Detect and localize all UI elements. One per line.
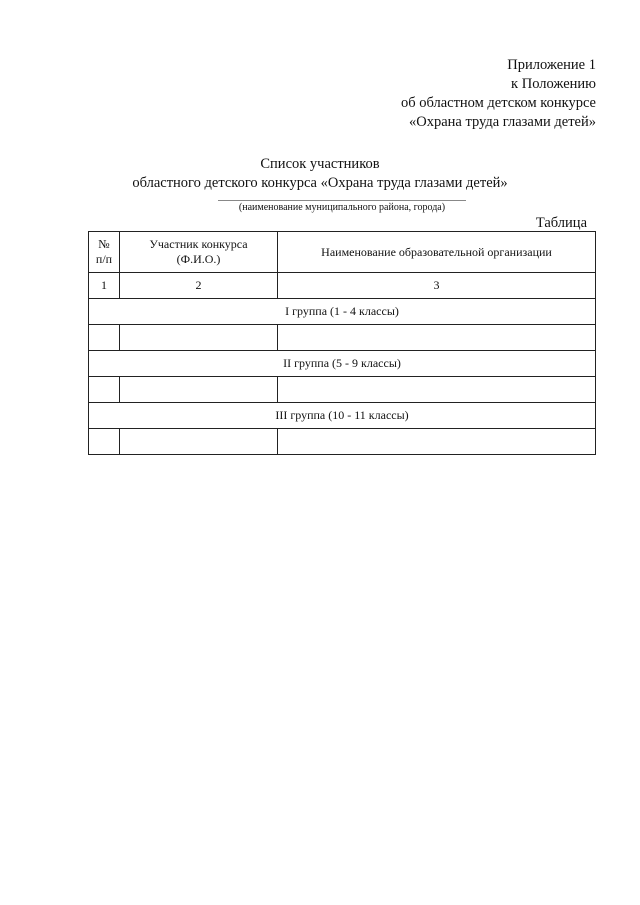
- group-title-2: II группа (5 - 9 классы): [89, 351, 596, 377]
- empty-row-group-1: [89, 325, 596, 351]
- group-row-1: [89, 299, 596, 325]
- empty-cell-organization[interactable]: [278, 429, 596, 455]
- group-title-1: I группа (1 - 4 классы): [89, 299, 596, 325]
- empty-cell-participant[interactable]: [120, 325, 278, 351]
- table-header-row: [89, 232, 596, 273]
- group-title-3: III группа (10 - 11 классы): [89, 403, 596, 429]
- document-title: [0, 155, 640, 193]
- group-row-2: [89, 351, 596, 377]
- empty-cell-number[interactable]: [89, 377, 120, 403]
- empty-cell-number[interactable]: [89, 429, 120, 455]
- empty-cell-organization[interactable]: [278, 377, 596, 403]
- column-number-row: [89, 273, 596, 299]
- appendix-line-4: «Охрана труда глазами детей»: [408, 114, 596, 130]
- appendix-line-3: об областном детском конкурсе: [400, 95, 596, 111]
- title-line-2: областного детского конкурса «Охрана труда глазами детей»: [132, 175, 508, 191]
- appendix-line-1: Приложение 1: [507, 57, 596, 73]
- appendix-line-2: к Положению: [511, 76, 596, 92]
- table-label: Таблица: [535, 215, 587, 231]
- header-participant-line-2: (Ф.И.О.): [176, 252, 221, 266]
- header-participant: [120, 232, 278, 273]
- header-participant-line-1: Участник конкурса: [149, 237, 248, 251]
- header-number: [89, 232, 120, 273]
- appendix-header: [401, 56, 596, 132]
- empty-cell-participant[interactable]: [120, 429, 278, 455]
- participants-table: [88, 231, 596, 455]
- header-number-line-1: №: [98, 237, 110, 251]
- column-number-3: 3: [278, 273, 596, 299]
- empty-row-group-2: [89, 377, 596, 403]
- empty-cell-number[interactable]: [89, 325, 120, 351]
- column-number-1: 1: [89, 273, 120, 299]
- municipality-caption: (наименование муниципального района, города): [238, 202, 446, 213]
- title-line-1: Список участников: [260, 156, 380, 172]
- empty-cell-organization[interactable]: [278, 325, 596, 351]
- column-number-2: 2: [120, 273, 278, 299]
- header-number-line-2: п/п: [95, 252, 113, 266]
- header-organization: Наименование образовательной организации: [278, 232, 596, 273]
- group-row-3: [89, 403, 596, 429]
- empty-cell-participant[interactable]: [120, 377, 278, 403]
- empty-row-group-3: [89, 429, 596, 455]
